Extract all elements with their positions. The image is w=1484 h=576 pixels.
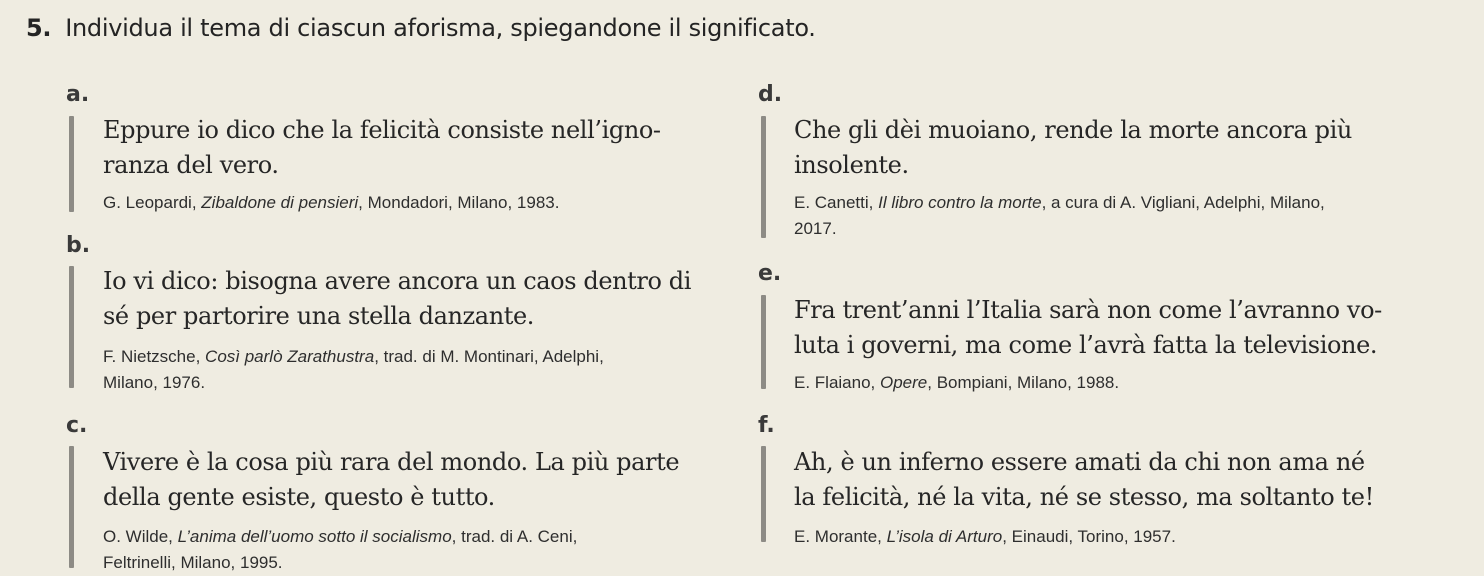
quote-text [794,293,1382,363]
item-letter: d. [758,82,783,107]
citation-rest: Milano, 1976. [103,373,206,392]
quote-line: Fra trent’anni l’Italia sarà non come l’avranno vo- [794,296,1382,324]
item-letter: f. [758,413,775,438]
citation-rest: Feltrinelli, Milano, 1995. [103,553,283,572]
citation-rest: , Mondadori, Milano, 1983. [358,193,560,212]
citation-rest: , Bompiani, Milano, 1988. [927,373,1120,392]
quote-line: la felicità, né la vita, né se stesso, ma soltanto te! [794,483,1374,511]
citation-author: G. Leopardi, [103,193,202,212]
quote-text [794,113,1352,183]
quote-bar [761,295,766,389]
item-letter: b. [66,233,91,258]
quote-line: della gente esiste, questo è tutto. [103,483,495,511]
citation-rest: , trad. di M. Montinari, Adelphi, [374,347,604,366]
citation-author: E. Flaiano, [794,373,880,392]
quote-text [103,264,691,334]
citation [103,190,559,216]
citation [794,524,1176,550]
citation-rest: , a cura di A. Vigliani, Adelphi, Milano, [1041,193,1325,212]
quote-line: ranza del vero. [103,151,279,179]
citation-author: E. Canetti, [794,193,879,212]
citation-title: L’anima dell’uomo sotto il socialismo [177,527,452,546]
quote-bar [69,116,74,212]
quote-line: Vivere è la cosa più rara del mondo. La più parte [103,448,680,476]
item-letter: a. [66,82,90,107]
quote-text [794,445,1374,515]
quote-line: Ah, è un inferno essere amati da chi non ama né [794,448,1365,476]
citation [103,344,604,396]
quote-bar [69,266,74,388]
quote-line: Io vi dico: bisogna avere ancora un caos dentro di [103,267,692,295]
citation-author: E. Morante, [794,527,887,546]
quote-line: Che gli dèi muoiano, rende la morte ancora più [794,116,1352,144]
quote-line: luta i governi, ma come l’avrà fatta la televisione. [794,331,1378,359]
citation [794,190,1325,242]
citation-rest: , Einaudi, Torino, 1957. [1002,527,1176,546]
citation-author: O. Wilde, [103,527,178,546]
quote-line: sé per partorire una stella danzante. [103,302,535,330]
item-letter: e. [758,261,782,286]
citation-rest: , trad. di A. Ceni, [451,527,578,546]
exercise-number: 5. [26,14,52,42]
quote-line: insolente. [794,151,909,179]
citation [794,370,1119,396]
quote-bar [761,116,766,238]
quote-text [103,445,679,515]
citation-title: L’isola di Arturo [886,527,1003,546]
citation-title: Zibaldone di pensieri [201,193,359,212]
quote-text [103,113,661,183]
item-letter: c. [66,413,88,438]
exercise-heading [26,14,816,42]
citation-rest: 2017. [794,219,837,238]
quote-bar [69,446,74,568]
citation [103,524,577,576]
citation-title: Così parlò Zarathustra [205,347,375,366]
citation-title: Opere [880,373,928,392]
citation-title: Il libro contro la morte [878,193,1042,212]
quote-line: Eppure io dico che la felicità consiste nell’igno- [103,116,661,144]
exercise-instruction: Individua il tema di ciascun aforisma, spiegandone il significato. [65,14,816,42]
citation-author: F. Nietzsche, [103,347,206,366]
quote-bar [761,446,766,542]
